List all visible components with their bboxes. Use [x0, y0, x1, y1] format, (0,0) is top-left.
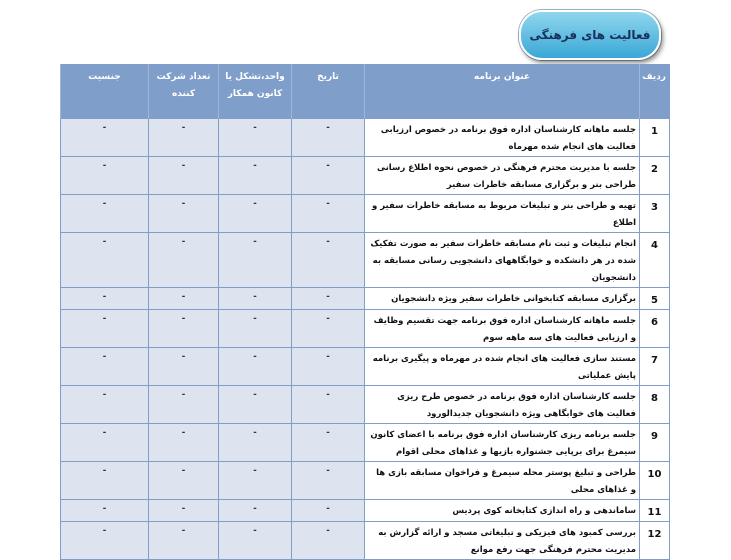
- table-row: [61, 288, 670, 310]
- row-number: 11: [640, 500, 670, 522]
- header-date: تاریخ: [292, 65, 365, 120]
- table-row: [61, 310, 670, 348]
- date-cell: -: [292, 288, 365, 310]
- partner-unit-cell: -: [219, 157, 292, 195]
- activities-table: [60, 64, 670, 560]
- partner-unit-cell: -: [219, 386, 292, 424]
- table-row: [61, 424, 670, 462]
- program-title: تهیه و طراحی بنر و تبلیغات مربوط به مسابقه خاطرات سفیر و اطلاع: [365, 195, 640, 233]
- program-title: مستند سازی فعالیت های انجام شده در مهرماه و پیگیری برنامه پایش عملیاتی: [365, 348, 640, 386]
- participant-count-cell: -: [149, 288, 219, 310]
- row-number: 9: [640, 424, 670, 462]
- row-number: 5: [640, 288, 670, 310]
- partner-unit-cell: -: [219, 119, 292, 157]
- date-cell: -: [292, 500, 365, 522]
- gender-cell: -: [61, 119, 149, 157]
- program-title: بررسی کمبود های فیزیکی و تبلیغاتی مسجد و ارائه گزارش به مدیریت محترم فرهنگی جهت رفع موانع: [365, 522, 640, 560]
- date-cell: -: [292, 195, 365, 233]
- partner-unit-cell: -: [219, 500, 292, 522]
- page-title-badge: [519, 10, 661, 60]
- header-row-number: ردیف: [640, 65, 670, 120]
- gender-cell: -: [61, 522, 149, 560]
- participant-count-cell: -: [149, 310, 219, 348]
- program-title: جلسه برنامه ریزی کارشناسان اداره فوق برنامه با اعضای کانون سیمرغ برای برپایی جشنواره بازیها و غذاهای محلی اقوام: [365, 424, 640, 462]
- program-title: ساماندهی و راه اندازی کتابخانه کوی پردیس: [365, 500, 640, 522]
- date-cell: -: [292, 522, 365, 560]
- participant-count-cell: -: [149, 462, 219, 500]
- table-row: [61, 233, 670, 288]
- partner-unit-cell: -: [219, 348, 292, 386]
- participant-count-cell: -: [149, 233, 219, 288]
- date-cell: -: [292, 157, 365, 195]
- program-title: جلسه ماهانه کارشناسان اداره فوق برنامه جهت تقسیم وظایف و ارزیابی فعالیت های سه ماهه سوم: [365, 310, 640, 348]
- date-cell: -: [292, 386, 365, 424]
- partner-unit-cell: -: [219, 233, 292, 288]
- participant-count-cell: -: [149, 348, 219, 386]
- table-row: [61, 119, 670, 157]
- table-row: [61, 386, 670, 424]
- program-title: طراحی و تبلیغ پوستر محله سیمرغ و فراخوان مسابقه بازی ها و غذاهای محلی: [365, 462, 640, 500]
- header-participant-count: تعداد شرکت کننده: [149, 65, 219, 120]
- gender-cell: -: [61, 310, 149, 348]
- partner-unit-cell: -: [219, 288, 292, 310]
- row-number: 10: [640, 462, 670, 500]
- gender-cell: -: [61, 348, 149, 386]
- row-number: 12: [640, 522, 670, 560]
- program-title: جلسه با مدیریت محترم فرهنگی در خصوص نحوه اطلاع رسانی طراحی بنر و برگزاری مسابقه خاطرات سفیر: [365, 157, 640, 195]
- row-number: 8: [640, 386, 670, 424]
- table-row: [61, 157, 670, 195]
- header-partner-unit: واحد،تشکل یا کانون همکار: [219, 65, 292, 120]
- participant-count-cell: -: [149, 522, 219, 560]
- date-cell: -: [292, 119, 365, 157]
- gender-cell: -: [61, 288, 149, 310]
- table-row: [61, 462, 670, 500]
- participant-count-cell: -: [149, 500, 219, 522]
- partner-unit-cell: -: [219, 195, 292, 233]
- date-cell: -: [292, 348, 365, 386]
- table-header-row: [61, 65, 670, 120]
- partner-unit-cell: -: [219, 310, 292, 348]
- partner-unit-cell: -: [219, 522, 292, 560]
- date-cell: -: [292, 462, 365, 500]
- participant-count-cell: -: [149, 386, 219, 424]
- activities-table-wrapper: [60, 64, 669, 560]
- partner-unit-cell: -: [219, 424, 292, 462]
- table-row: [61, 522, 670, 560]
- row-number: 1: [640, 119, 670, 157]
- row-number: 3: [640, 195, 670, 233]
- row-number: 7: [640, 348, 670, 386]
- gender-cell: -: [61, 233, 149, 288]
- row-number: 6: [640, 310, 670, 348]
- gender-cell: -: [61, 386, 149, 424]
- header-gender: جنسیت: [61, 65, 149, 120]
- date-cell: -: [292, 424, 365, 462]
- gender-cell: -: [61, 195, 149, 233]
- participant-count-cell: -: [149, 119, 219, 157]
- row-number: 4: [640, 233, 670, 288]
- table-row: [61, 195, 670, 233]
- table-row: [61, 348, 670, 386]
- gender-cell: -: [61, 462, 149, 500]
- table-row: [61, 500, 670, 522]
- gender-cell: -: [61, 157, 149, 195]
- program-title: جلسه ماهانه کارشناسان اداره فوق برنامه در خصوص ارزیابی فعالیت های انجام شده مهرماه: [365, 119, 640, 157]
- row-number: 2: [640, 157, 670, 195]
- page-title: فعالیت های فرهنگی: [529, 28, 651, 42]
- program-title: انجام تبلیغات و ثبت نام مسابقه خاطرات سفیر به صورت تفکیک شده در هر دانشکده و خوابگاههای دانشجویی رسانی مسابقه به دانشجویان: [365, 233, 640, 288]
- date-cell: -: [292, 310, 365, 348]
- gender-cell: -: [61, 500, 149, 522]
- participant-count-cell: -: [149, 157, 219, 195]
- date-cell: -: [292, 233, 365, 288]
- participant-count-cell: -: [149, 424, 219, 462]
- program-title: جلسه کارشناسان اداره فوق برنامه در خصوص طرح ریزی فعالیت های خوابگاهی ویژه دانشجویان جدیدالورود: [365, 386, 640, 424]
- participant-count-cell: -: [149, 195, 219, 233]
- header-program-title: عنوان برنامه: [365, 65, 640, 120]
- program-title: برگزاری مسابقه کتابخوانی خاطرات سفیر ویژه دانشجویان: [365, 288, 640, 310]
- gender-cell: -: [61, 424, 149, 462]
- partner-unit-cell: -: [219, 462, 292, 500]
